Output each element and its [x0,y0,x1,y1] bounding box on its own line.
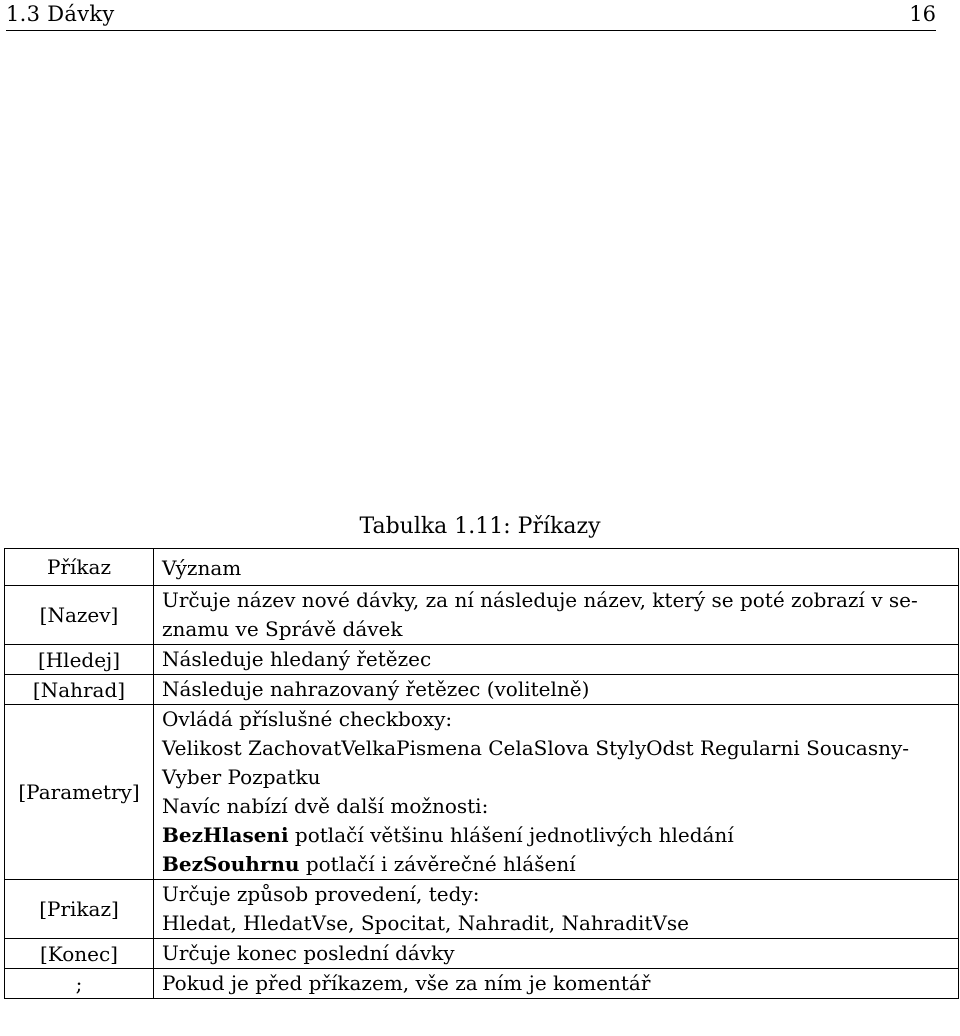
table-row [5,586,959,645]
meaning-line: Vyber Pozpatku [162,765,321,789]
meaning-line: znamu ve Správě dávek [162,617,403,641]
page-number: 16 [909,2,936,26]
meaning-cell [154,880,959,939]
option-keyword: BezSouhrnu [162,852,300,876]
option-line [162,821,948,850]
header-command: Příkaz [5,549,154,586]
command-cell: [Nahrad] [5,675,154,705]
option-keyword: BezHlaseni [162,823,289,847]
section-title: 1.3 Dávky [6,2,115,26]
meaning-line: Hledat, HledatVse, Spocitat, Nahradit, NahraditVse [162,911,690,935]
meaning-line: Navíc nabízí dvě další možnosti: [162,794,489,818]
command-cell: ; [5,969,154,999]
running-header [6,0,936,31]
meaning-line: Následuje hledaný řetězec [162,647,432,671]
option-description: potlačí většinu hlášení jednotlivých hledání [288,823,734,847]
meaning-cell [154,705,959,880]
meaning-line: Následuje nahrazovaný řetězec (volitelně) [162,677,590,701]
table-row [5,969,959,999]
command-cell: [Konec] [5,939,154,969]
option-description: potlačí i závěrečné hlášení [299,852,576,876]
meaning-cell [154,969,959,999]
meaning-cell [154,645,959,675]
table-row [5,645,959,675]
meaning-line: Velikost ZachovatVelkaPismena CelaSlova StylyOdst Regularni Soucasny- [162,736,910,760]
table-row [5,705,959,880]
meaning-line: Určuje název nové dávky, za ní následuje název, který se poté zobrazí v se- [162,588,918,612]
table-caption: Tabulka 1.11: Příkazy [359,514,601,539]
meaning-line: Určuje způsob provedení, tedy: [162,882,480,906]
table-row [5,939,959,969]
table-row [5,880,959,939]
header-meaning: Význam [154,549,959,586]
command-cell: [Nazev] [5,586,154,645]
command-cell: [Parametry] [5,705,154,880]
commands-table [4,548,959,999]
meaning-cell [154,586,959,645]
command-cell: [Hledej] [5,645,154,675]
option-line [162,850,948,879]
meaning-line: Pokud je před příkazem, vše za ním je komentář [162,971,651,995]
meaning-line: Určuje konec poslední dávky [162,941,455,965]
meaning-cell [154,675,959,705]
table-header-row [5,549,959,586]
command-cell: [Prikaz] [5,880,154,939]
meaning-cell [154,939,959,969]
table-row [5,675,959,705]
meaning-line: Ovládá příslušné checkboxy: [162,707,453,731]
